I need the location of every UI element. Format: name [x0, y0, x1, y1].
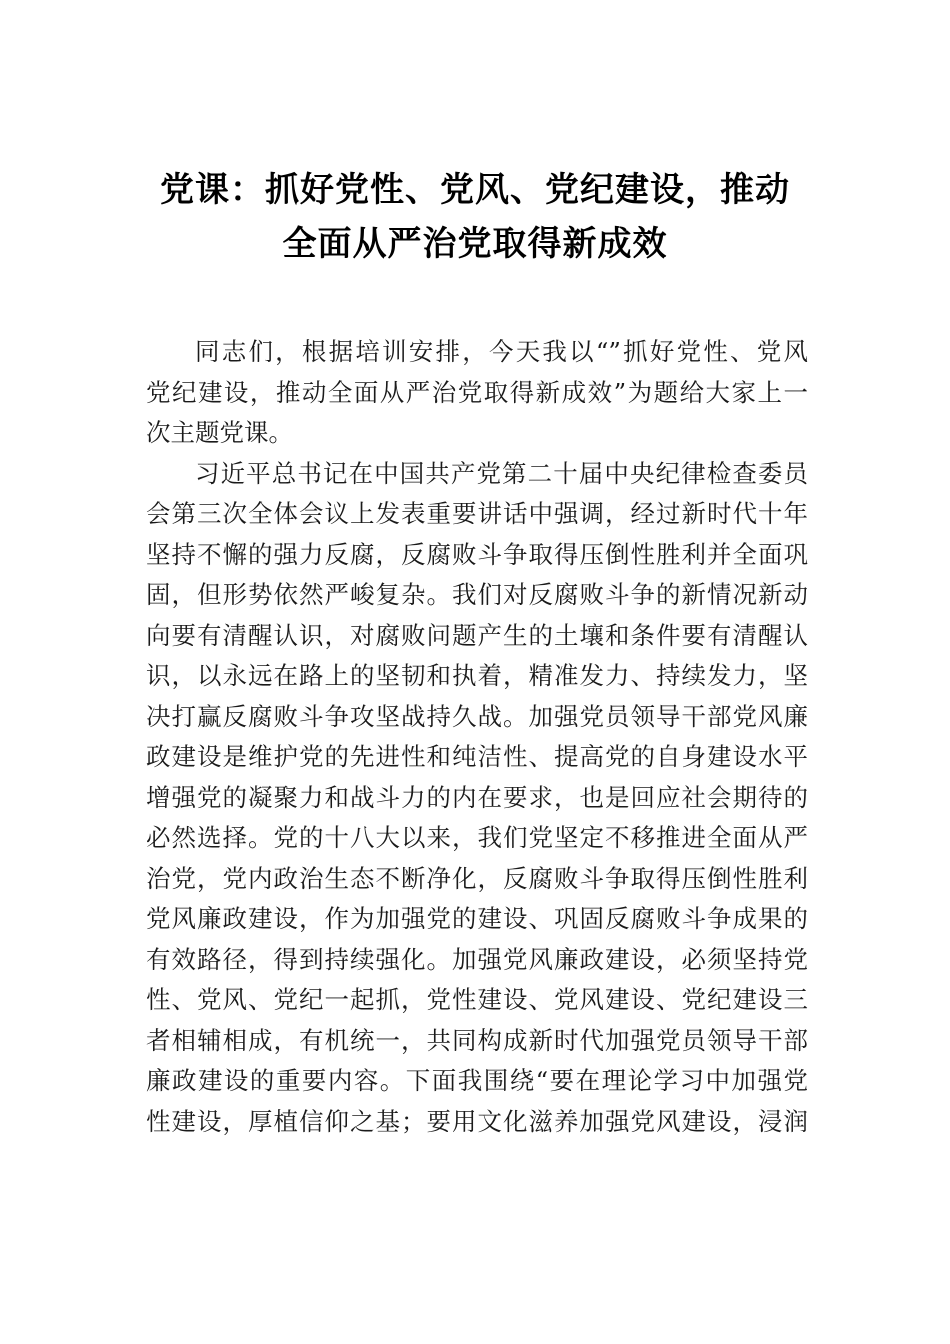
paragraph-line: 必然选择。党的十八大以来，我们党坚定不移推进全面从严	[146, 823, 808, 852]
paragraph-line: 增强党的凝聚力和战斗力的内在要求，也是回应社会期待的	[146, 782, 808, 812]
paragraph-line: 固，但形势依然严峻复杂。我们对反腐败斗争的新情况新动	[146, 580, 808, 609]
paragraph-line: 识，以永远在路上的坚韧和执着，精准发力、持续发力，坚	[146, 661, 808, 690]
paragraph-line: 坚持不懈的强力反腐，反腐败斗争取得压倒性胜利并全面巩	[146, 539, 808, 569]
paragraph-line: 党纪建设，推动全面从严治党取得新成效”为题给大家上一	[146, 377, 808, 407]
paragraph-line: 性、党风、党纪一起抓，党性建设、党风建设、党纪建设三	[146, 985, 808, 1014]
paragraph-line: 有效路径，得到持续强化。加强党风廉政建设，必须坚持党	[146, 944, 808, 974]
paragraph-line: 政建设是维护党的先进性和纯洁性、提高党的自身建设水平	[146, 742, 808, 771]
paragraph-line: 同志们，根据培训安排，今天我以“”抓好党性、党风	[195, 337, 808, 366]
paragraph-2	[146, 454, 808, 1143]
paragraph-line: 治党，党内政治生态不断净化，反腐败斗争取得压倒性胜利	[146, 863, 808, 893]
paragraph-line: 决打赢反腐败斗争攻坚战持久战。加强党员领导干部党风廉	[146, 701, 808, 731]
document-title-line-1: 党课：抓好党性、党风、党纪建设，推动	[160, 170, 790, 210]
paragraph-line: 会第三次全体会议上发表重要讲话中强调，经过新时代十年	[146, 499, 808, 528]
paragraph-line: 习近平总书记在中国共产党第二十届中央纪律检查委员	[195, 458, 808, 488]
paragraph-line: 党风廉政建设，作为加强党的建设、巩固反腐败斗争成果的	[146, 904, 808, 933]
paragraph-1	[146, 332, 808, 454]
paragraph-line: 性建设，厚植信仰之基；要用文化滋养加强党风建设，浸润	[146, 1106, 808, 1136]
paragraph-line: 向要有清醒认识，对腐败问题产生的土壤和条件要有清醒认	[146, 620, 808, 650]
paragraph-line: 者相辅相成，有机统一，共同构成新时代加强党员领导干部	[146, 1025, 808, 1055]
paragraph-line: 廉政建设的重要内容。下面我围绕“要在理论学习中加强党	[146, 1066, 808, 1095]
document-body	[146, 332, 808, 1142]
document-title-line-2: 全面从严治党取得新成效	[282, 224, 668, 264]
paragraph-line: 次主题党课。	[146, 418, 293, 447]
